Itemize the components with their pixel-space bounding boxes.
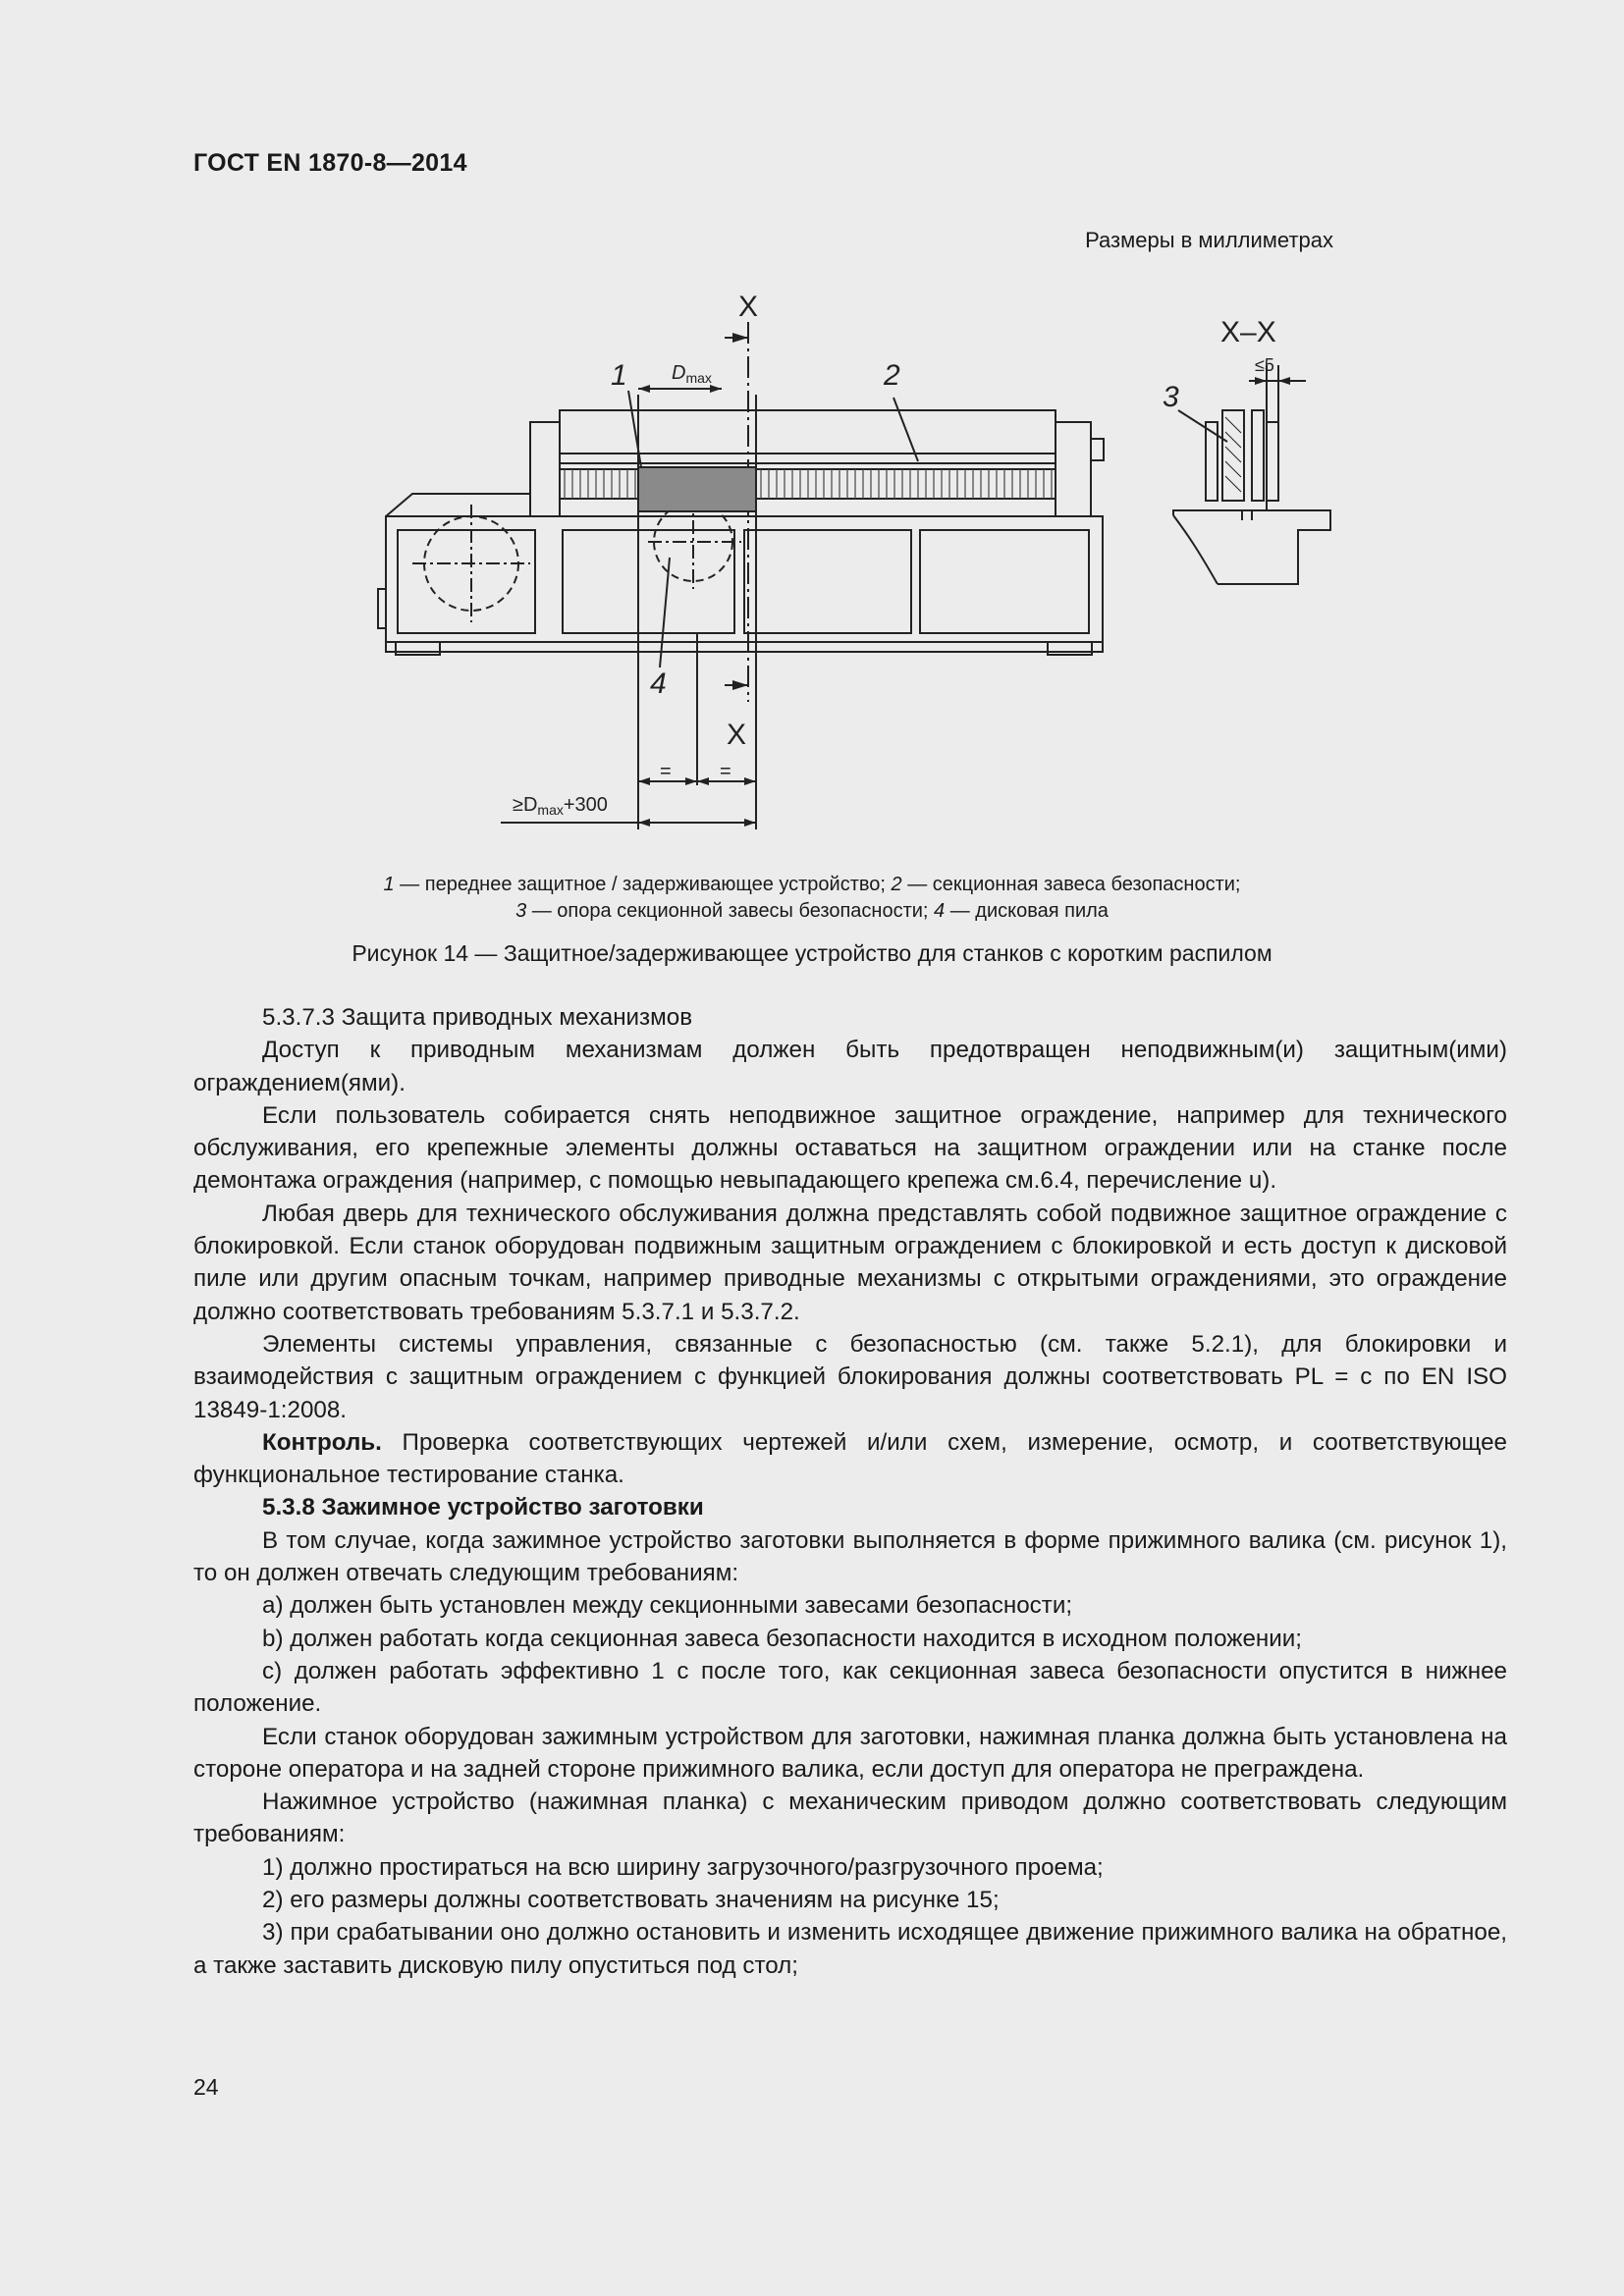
dmax-sub: max — [685, 370, 712, 386]
paragraph: Любая дверь для технического обслуживания должна представлять собой подвижное защитное ограждение с блокировкой. Если станок оборудован подвижным защитным ограждением с блокировкой и есть доступ к дисковой пиле или другим опасным точкам, например приводные механизмы с открытыми ограждениями, это ограждение должно соответствовать требованиям 5.3.7.1 и 5.3.7.2. — [193, 1200, 1507, 1325]
right-stub — [1091, 439, 1104, 460]
callout-4: 4 — [650, 667, 667, 700]
dmax-label: D — [672, 362, 686, 384]
paragraph: Если станок оборудован зажимным устройством для заготовки, нажимная планка должна быть установлена на стороне оператора и на задней стороне прижимного валика, если доступ для оператора не преграждена. — [193, 1723, 1507, 1783]
figure-caption: Рисунок 14 — Защитное/задерживающее устройство для станков с коротким распилом — [352, 940, 1272, 966]
list-item: c) должен работать эффективно 1 с после того, как секционная завеса безопасности опустится в нижнее положение. — [193, 1657, 1507, 1718]
technical-drawing — [0, 285, 1624, 864]
paragraph: Нажимное устройство (нажимная планка) с механическим приводом должно соответствовать следующим требованиям: — [193, 1789, 1507, 1848]
document-id: ГОСТ EN 1870-8—2014 — [193, 149, 467, 177]
page-number: 24 — [193, 2074, 219, 2100]
body-text — [193, 1001, 1507, 1982]
le5-label: ≤5 — [1255, 355, 1274, 375]
control-paragraph: Контроль. Проверка соответствующих чертежей и/или схем, измерение, осмотр, и соответствующее функциональное тестирование станка. — [193, 1428, 1507, 1489]
section-heading-5-3-8: 5.3.8 Зажимное устройство заготовки — [262, 1494, 704, 1522]
list-item: b) должен работать когда секционная завеса безопасности находится в исходном положении; — [262, 1625, 1303, 1652]
callout-2: 2 — [884, 359, 900, 392]
figure-legend: 1 — переднее защитное / задерживающее устройство; 2 — секционная завеса безопасности; 3 — опора секционной завесы безопасности; 4 — дисковая пила — [383, 874, 1241, 922]
section-heading-5-3-7-3: 5.3.7.3 Защита приводных механизмов — [262, 1004, 693, 1031]
list-item: 2) его размеры должны соответствовать значениям на рисунке 15; — [262, 1887, 1000, 1914]
dim-prefix: ≥D — [513, 794, 538, 816]
paragraph: Если пользователь собирается снять неподвижное защитное ограждение, например для технического обслуживания, его крепежные элементы должны оставаться на защитном ограждении или на станке после демонтажа ограждения (например, с помощью невыпадающего крепежа см.6.4, перечисление u). — [193, 1101, 1507, 1195]
list-item: 1) должно простираться на всю ширину загрузочного/разгрузочного проема; — [262, 1853, 1104, 1881]
front-guard — [638, 467, 756, 511]
dim-sub: max — [537, 802, 564, 818]
right-end-block — [1056, 422, 1091, 516]
eq-left: = — [660, 761, 672, 782]
svg-text:≥Dmax+300 — [513, 794, 608, 818]
eq-right: = — [720, 761, 731, 782]
list-item: a) должен быть установлен между секционными завесами безопасности; — [262, 1592, 1073, 1620]
svg-text:Dmax — [672, 362, 712, 386]
callout-3: 3 — [1163, 381, 1179, 413]
section-view — [1173, 365, 1330, 584]
section-mark-top: X — [738, 291, 759, 323]
left-end-block — [530, 422, 560, 516]
dimensions-note: Размеры в миллиметрах — [1085, 228, 1333, 252]
section-mark-bottom: X — [727, 719, 747, 751]
dim-suffix: +300 — [563, 794, 608, 816]
section-view-title: X–X — [1220, 316, 1276, 348]
paragraph: Доступ к приводным механизмам должен быть предотвращен неподвижным(и) защитным(ими) ограждением(ями). — [193, 1037, 1507, 1096]
list-item: 3) при срабатывании оно должно остановить и изменить исходящее движение прижимного валика на обратное, а также заставить дисковую пилу опуститься под стол; — [193, 1919, 1507, 1979]
figure-14 — [0, 285, 1624, 864]
callout-1: 1 — [611, 359, 627, 392]
paragraph: Элементы системы управления, связанные с безопасностью (см. также 5.2.1), для блокировки и взаимодействия с защитным ограждением с функцией блокирования должны соответствовать PL = c по EN ISO 13849-1:2008. — [193, 1330, 1507, 1423]
paragraph: В том случае, когда зажимное устройство заготовки выполняется в форме прижимного валика (см. рисунок 1), то он должен отвечать следующим требованиям: — [193, 1526, 1507, 1587]
